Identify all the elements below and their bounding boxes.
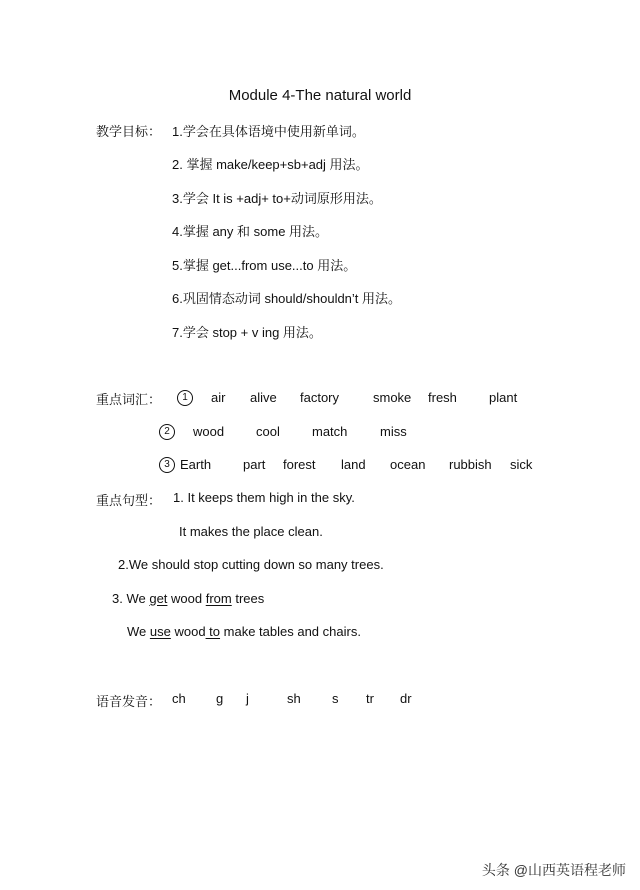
- phonics-item: ch: [172, 691, 186, 706]
- phonics-item: dr: [400, 691, 412, 706]
- vocab-word: Earth: [180, 457, 212, 472]
- vocab-group-3-number: 3: [159, 456, 175, 473]
- objective-4: 4.掌握 any 和 some 用法。: [172, 224, 329, 239]
- vocab-word: air: [211, 390, 226, 405]
- objective-7: 7.学会 stop + v ing 用法。: [172, 325, 322, 340]
- objective-6: 6.巩固情态动词 should/shouldn’t 用法。: [172, 291, 402, 306]
- sentence-3a: 3. We get wood from trees: [112, 591, 265, 606]
- watermark: 头条 @山西英语程老师: [481, 862, 626, 878]
- vocabulary-label: 重点词汇：: [96, 392, 162, 407]
- vocab-word: forest: [283, 457, 316, 472]
- objective-5: 5.掌握 get...from use...to 用法。: [172, 258, 357, 273]
- sentence-1b: It makes the place clean.: [179, 524, 323, 539]
- vocab-word: cool: [256, 424, 280, 439]
- objective-2: 2. 掌握 make/keep+sb+adj 用法。: [172, 157, 369, 172]
- phonics-item: j: [246, 691, 249, 706]
- phonics-item: s: [332, 691, 339, 706]
- vocab-word: miss: [380, 424, 407, 439]
- vocab-group-1-number: 1: [177, 389, 193, 406]
- vocab-word: alive: [250, 390, 277, 405]
- vocab-word: land: [341, 457, 366, 472]
- sentences-label: 重点句型：: [96, 493, 162, 508]
- sentence-3b: We use wood to make tables and chairs.: [127, 624, 361, 639]
- sentence-1a: 1. It keeps them high in the sky.: [173, 490, 355, 505]
- vocab-word: match: [312, 424, 348, 439]
- vocab-word: wood: [193, 424, 225, 439]
- sentence-2: 2.We should stop cutting down so many trees.: [118, 557, 384, 572]
- vocab-word: rubbish: [449, 457, 492, 472]
- vocab-word: part: [243, 457, 266, 472]
- objective-1: 1.学会在具体语境中使用新单词。: [172, 124, 365, 139]
- phonics-item: sh: [287, 691, 301, 706]
- vocab-word: sick: [510, 457, 533, 472]
- vocab-word: factory: [300, 390, 340, 405]
- vocab-group-2-number: 2: [159, 423, 175, 440]
- objectives-label: 教学目标：: [96, 124, 162, 139]
- vocab-word: ocean: [390, 457, 426, 472]
- objective-3: 3.学会 It is +adj+ to+动词原形用法。: [172, 191, 382, 206]
- vocab-word: fresh: [428, 390, 457, 405]
- page-title: Module 4-The natural world: [228, 87, 412, 104]
- vocab-word: smoke: [373, 390, 412, 405]
- phonics-label: 语音发音：: [96, 694, 162, 709]
- vocab-word: plant: [489, 390, 518, 405]
- phonics-item: tr: [366, 691, 374, 706]
- phonics-item: g: [216, 691, 224, 706]
